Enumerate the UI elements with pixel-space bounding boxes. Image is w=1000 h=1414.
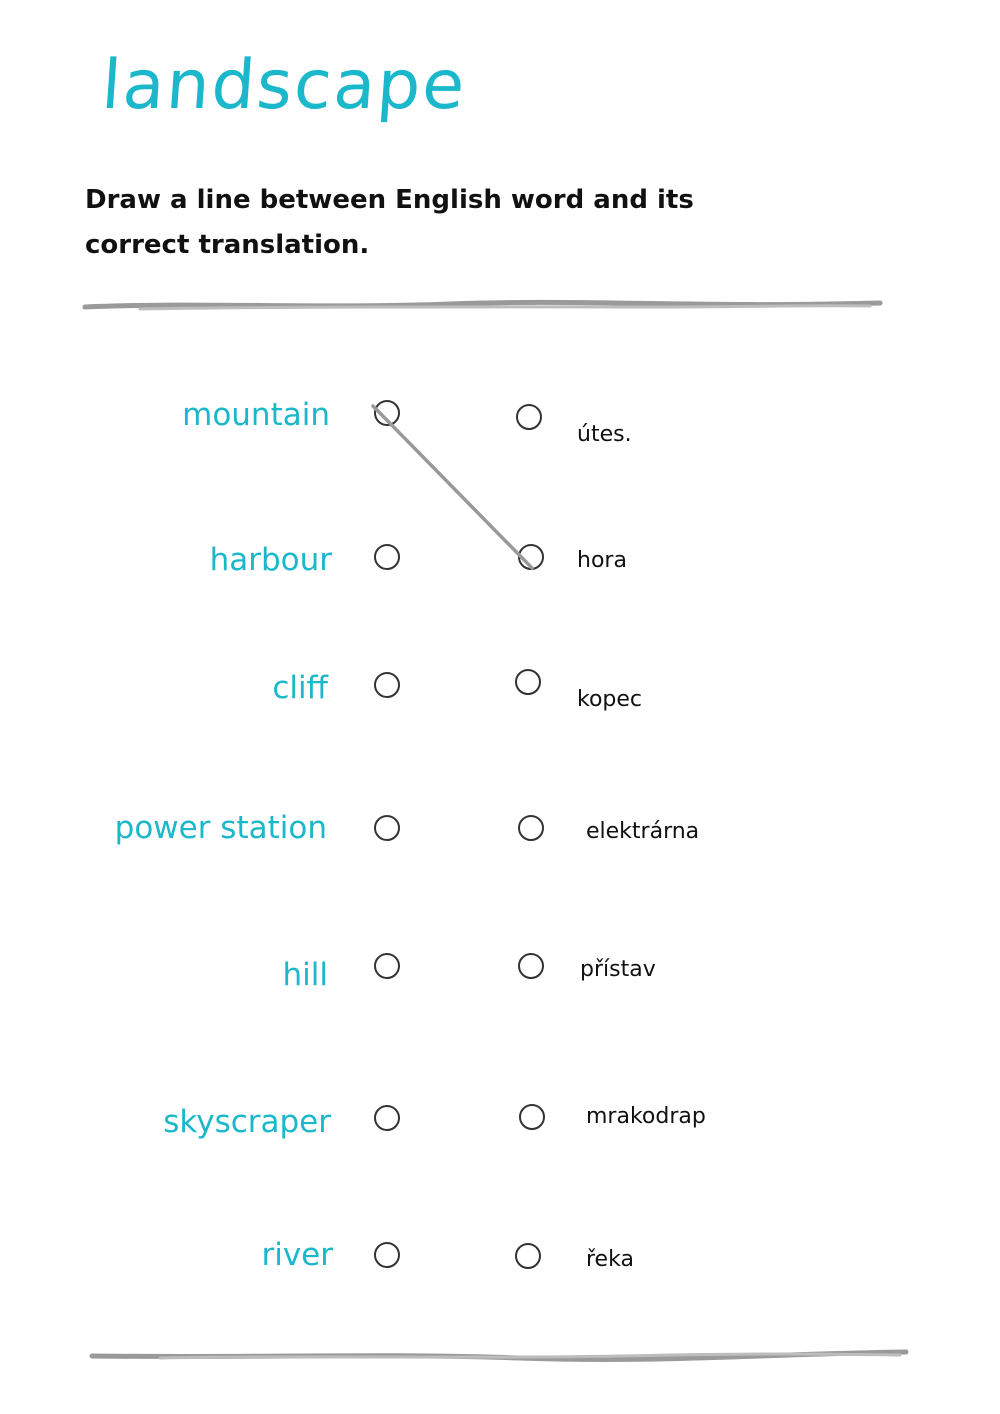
translation-kopec: kopec [577, 687, 643, 712]
right-circle-elektrarna[interactable] [518, 815, 544, 841]
english-word-cliff: cliff [272, 670, 328, 706]
english-word-mountain: mountain [182, 397, 330, 433]
left-circle-harbour[interactable] [374, 544, 400, 570]
english-word-skyscraper: skyscraper [163, 1104, 331, 1140]
left-circle-river[interactable] [374, 1242, 400, 1268]
translation-elektrarna: elektrárna [586, 819, 700, 844]
english-word-hill: hill [282, 957, 328, 993]
translation-pristav: přístav [580, 957, 656, 982]
left-circle-cliff[interactable] [374, 672, 400, 698]
translation-utes: útes. [577, 422, 632, 447]
translation-hora: hora [577, 548, 627, 573]
left-circle-hill[interactable] [374, 953, 400, 979]
right-circle-kopec[interactable] [515, 669, 541, 695]
bottom-divider [0, 1346, 1000, 1366]
left-circle-mountain[interactable] [374, 400, 400, 426]
page-title: landscape [99, 46, 470, 125]
right-circle-reka[interactable] [515, 1243, 541, 1269]
translation-reka: řeka [586, 1247, 634, 1272]
instruction-text: Draw a line between English word and its correct translation. [85, 185, 694, 260]
right-circle-hora[interactable] [518, 544, 544, 570]
left-circle-power-station[interactable] [374, 815, 400, 841]
translation-mrakodrap: mrakodrap [586, 1104, 706, 1129]
right-circle-mrakodrap[interactable] [519, 1104, 545, 1130]
english-word-power-station: power station [114, 810, 327, 846]
right-circle-pristav[interactable] [518, 953, 544, 979]
left-circle-skyscraper[interactable] [374, 1105, 400, 1131]
english-word-river: river [261, 1237, 333, 1273]
top-divider [0, 296, 1000, 316]
english-word-harbour: harbour [209, 542, 332, 578]
right-circle-utes[interactable] [516, 404, 542, 430]
